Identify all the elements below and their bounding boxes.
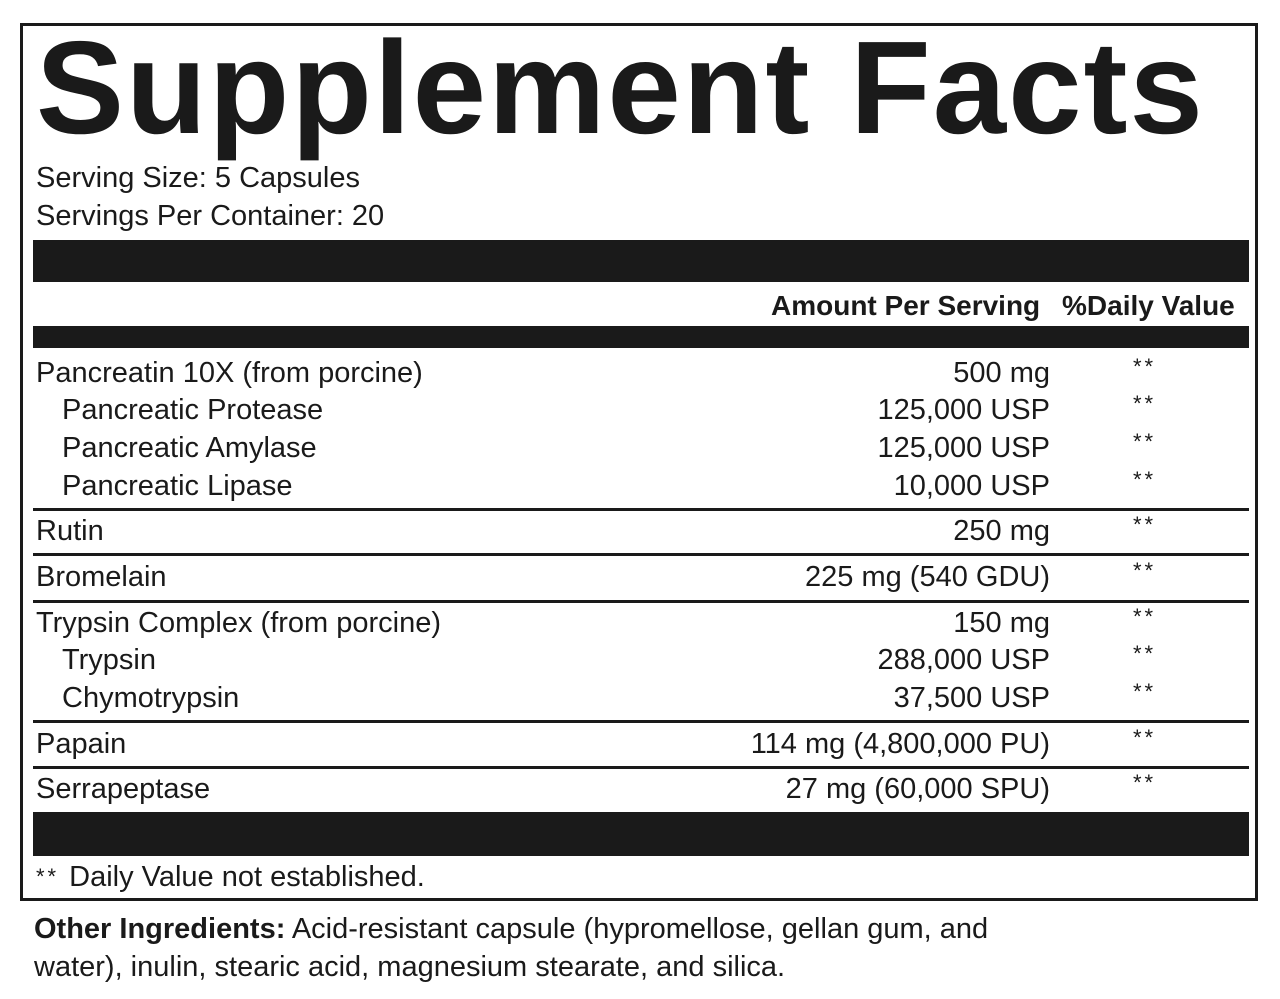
nutrient-name: Chymotrypsin (62, 682, 240, 714)
serving-size: Serving Size: 5 Capsules (36, 162, 360, 194)
nutrient-amount: 500 mg (953, 357, 1050, 389)
daily-value-header: %Daily Value (1062, 290, 1235, 321)
nutrient-name: Bromelain (36, 561, 167, 593)
nutrient-name: Serrapeptase (36, 773, 211, 805)
nutrient-row (36, 725, 1248, 763)
nutrient-name: Papain (36, 728, 127, 760)
nutrient-row (36, 467, 1248, 505)
nutrient-amount: 37,500 USP (893, 682, 1050, 714)
amount-per-serving-header: Amount Per Serving (771, 290, 1041, 321)
thick-divider-header (33, 326, 1249, 348)
nutrient-amount: 125,000 USP (877, 432, 1050, 464)
nutrient-amount: 150 mg (953, 607, 1050, 639)
daily-value-marker: ** (1133, 429, 1157, 454)
nutrient-amount: 225 mg (540 GDU) (805, 561, 1050, 593)
nutrient-amount: 27 mg (60,000 SPU) (785, 773, 1050, 805)
nutrient-name: Pancreatic Amylase (62, 432, 317, 464)
daily-value-marker: ** (1133, 679, 1157, 704)
daily-value-marker: ** (1133, 391, 1157, 416)
daily-value-marker: ** (1133, 512, 1157, 537)
nutrient-row (36, 679, 1248, 717)
daily-value-marker: ** (1133, 725, 1157, 750)
thick-divider-top (33, 240, 1249, 282)
daily-value-marker: ** (1133, 354, 1157, 379)
row-divider (33, 553, 1249, 556)
other-ingredients (34, 910, 1044, 986)
other-ingredients-text: Acid-resistant capsule (hypromellose, gellan gum, and water), inulin, stearic acid, magnesium stearate, and silica. (34, 913, 989, 983)
daily-value-marker: ** (1133, 641, 1157, 666)
panel-title: Supplement Facts (36, 14, 1205, 161)
nutrient-row (36, 770, 1248, 808)
row-divider (33, 766, 1249, 769)
row-divider (33, 600, 1249, 603)
nutrient-row (36, 512, 1248, 550)
nutrient-row (36, 604, 1248, 642)
nutrient-row (36, 429, 1248, 467)
nutrient-row (36, 641, 1248, 679)
nutrient-amount: 250 mg (953, 515, 1050, 547)
nutrient-row (36, 354, 1248, 392)
nutrient-name: Trypsin Complex (from porcine) (36, 607, 442, 639)
nutrient-amount: 125,000 USP (877, 394, 1050, 426)
nutrient-amount: 288,000 USP (877, 644, 1050, 676)
nutrient-amount: 10,000 USP (893, 470, 1050, 502)
other-ingredients-label: Other Ingredients: (34, 913, 286, 945)
daily-value-marker: ** (1133, 770, 1157, 795)
nutrient-name: Trypsin (62, 644, 156, 676)
daily-value-marker: ** (1133, 604, 1157, 629)
footnote (36, 858, 425, 898)
nutrient-name: Pancreatin 10X (from porcine) (36, 357, 423, 389)
nutrient-row (36, 558, 1248, 596)
footnote-text: Daily Value not established. (69, 861, 425, 893)
daily-value-marker: ** (1133, 467, 1157, 492)
nutrient-name: Pancreatic Protease (62, 394, 324, 426)
servings-per-container: Servings Per Container: 20 (36, 200, 385, 232)
row-divider (33, 720, 1249, 723)
nutrient-amount: 114 mg (4,800,000 PU) (750, 728, 1050, 760)
nutrient-name: Rutin (36, 515, 104, 547)
nutrient-name: Pancreatic Lipase (62, 470, 293, 502)
row-divider (33, 508, 1249, 511)
footnote-marker: ** (36, 864, 60, 889)
nutrient-row (36, 391, 1248, 429)
daily-value-marker: ** (1133, 558, 1157, 583)
thick-divider-bottom (33, 812, 1249, 856)
